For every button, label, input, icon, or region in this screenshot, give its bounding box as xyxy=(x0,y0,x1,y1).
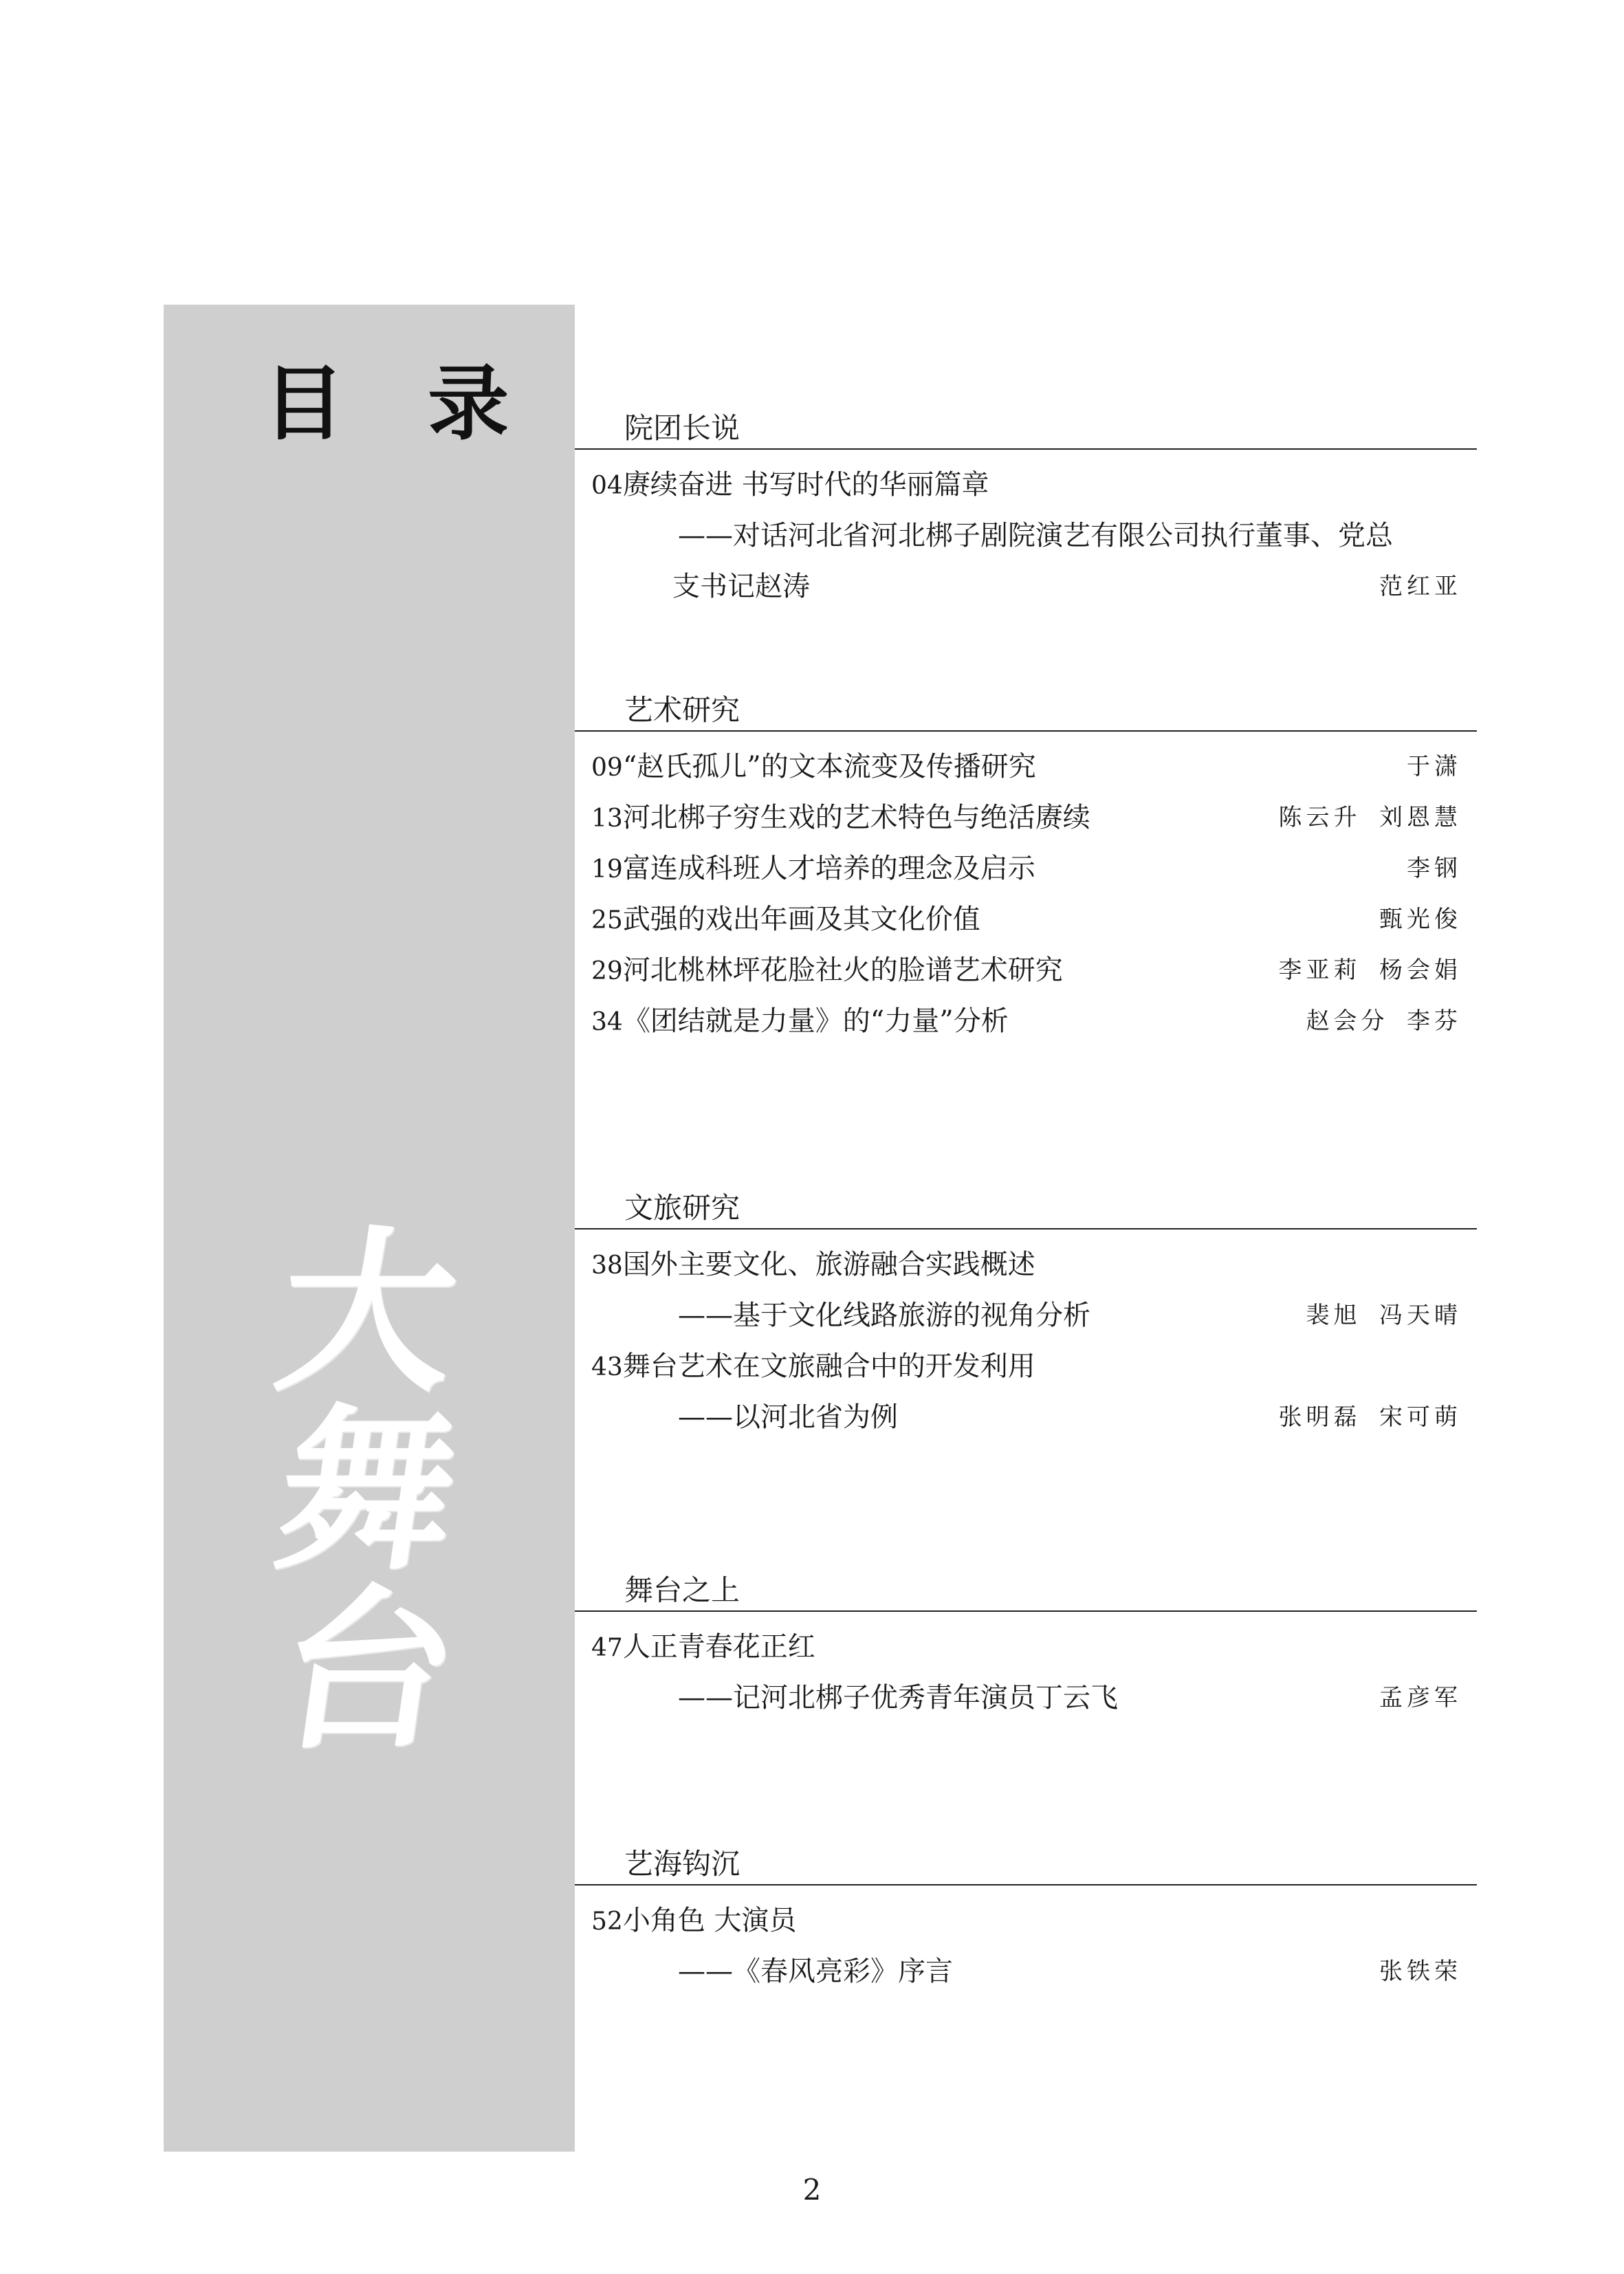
entry-author: 于潇 xyxy=(1407,753,1462,780)
toc-entry[interactable] xyxy=(575,1239,1477,1290)
toc-section-2 xyxy=(575,690,1477,1047)
section-title: 院团长说 xyxy=(575,408,1477,450)
toc-entry-subtitle[interactable] xyxy=(575,1946,1477,1997)
entry-page: 38 xyxy=(591,1251,623,1280)
entry-page: 47 xyxy=(591,1634,623,1662)
entry-title: 支书记赵涛 xyxy=(672,571,810,602)
entry-title: 舞台艺术在文旅融合中的开发利用 xyxy=(622,1351,1035,1382)
entry-author: 裴旭 冯天晴 xyxy=(1306,1302,1462,1329)
toc-entry[interactable] xyxy=(575,945,1477,996)
entry-author: 赵会分 李芬 xyxy=(1306,1007,1462,1035)
entry-title: ——以河北省为例 xyxy=(678,1401,898,1433)
entry-title: 国外主要文化、旅游融合实践概述 xyxy=(622,1249,1035,1280)
toc-entry[interactable] xyxy=(575,1341,1477,1392)
toc-entry-subtitle[interactable] xyxy=(575,1290,1477,1341)
toc-entry[interactable] xyxy=(575,996,1477,1047)
toc-entry[interactable] xyxy=(575,894,1477,945)
entry-title: ——《春风亮彩》序言 xyxy=(678,1956,953,1987)
toc-section-3 xyxy=(575,1188,1477,1443)
entry-author: 甄光俊 xyxy=(1379,906,1462,933)
entry-title: ——基于文化线路旅游的视角分析 xyxy=(678,1300,1090,1331)
toc-entry[interactable] xyxy=(575,843,1477,894)
page-number: 2 xyxy=(802,2173,822,2207)
brand-char-1: 大 xyxy=(265,1210,470,1416)
entry-page: 52 xyxy=(591,1907,623,1936)
entry-title: 河北桃林坪花脸社火的脸谱艺术研究 xyxy=(622,954,1063,986)
toc-entry-subtitle[interactable] xyxy=(575,510,1477,561)
toc-entry[interactable] xyxy=(575,741,1477,792)
entry-author: 张明磊 宋可萌 xyxy=(1278,1403,1462,1431)
entry-title: 河北梆子穷生戏的艺术特色与绝活赓续 xyxy=(622,802,1090,833)
toc-entry[interactable] xyxy=(575,792,1477,843)
entry-page: 04 xyxy=(591,472,623,500)
toc-entry[interactable] xyxy=(575,1895,1477,1946)
brand-char-2: 舞 xyxy=(265,1389,470,1595)
entry-author: 孟彦军 xyxy=(1379,1684,1462,1712)
toc-entry-continuation[interactable] xyxy=(575,561,1477,612)
entry-title: ——对话河北省河北梆子剧院演艺有限公司执行董事、党总 xyxy=(678,520,1393,551)
entry-author: 张铁荣 xyxy=(1379,1958,1462,1985)
toc-section-1 xyxy=(575,408,1477,612)
section-title: 艺海钩沉 xyxy=(575,1844,1477,1885)
toc-heading: 目 录 xyxy=(263,356,537,451)
entry-title: “赵氏孤儿”的文本流变及传播研究 xyxy=(622,751,1036,783)
entry-page: 13 xyxy=(591,805,623,833)
brand-char-3: 台 xyxy=(265,1568,470,1774)
entry-title: 富连成科班人才培养的理念及启示 xyxy=(622,853,1035,884)
section-title: 舞台之上 xyxy=(575,1571,1477,1612)
entry-page: 09 xyxy=(591,754,623,782)
toc-entry[interactable] xyxy=(575,459,1477,510)
toc-section-4 xyxy=(575,1571,1477,1723)
brand-calligraphy xyxy=(265,1210,470,1774)
entry-author: 李钢 xyxy=(1407,855,1462,882)
entry-title: 小角色 大演员 xyxy=(622,1905,797,1936)
entry-title: 赓续奋进 书写时代的华丽篇章 xyxy=(622,469,989,501)
entry-page: 29 xyxy=(591,957,623,985)
toc-entry-subtitle[interactable] xyxy=(575,1672,1477,1723)
toc-entry[interactable] xyxy=(575,1621,1477,1672)
entry-page: 43 xyxy=(591,1353,623,1381)
toc-entry-subtitle[interactable] xyxy=(575,1392,1477,1443)
entry-title: 《团结就是力量》的“力量”分析 xyxy=(622,1005,1009,1037)
entry-author: 李亚莉 杨会娟 xyxy=(1278,956,1462,984)
entry-page: 25 xyxy=(591,906,623,934)
entry-title: 武强的戏出年画及其文化价值 xyxy=(622,904,980,935)
section-title: 文旅研究 xyxy=(575,1188,1477,1229)
entry-author: 陈云升 刘恩慧 xyxy=(1278,804,1462,831)
entry-page: 34 xyxy=(591,1008,623,1036)
entry-author: 范红亚 xyxy=(1379,573,1462,600)
entry-title: 人正青春花正红 xyxy=(622,1631,815,1663)
entry-title: ——记河北梆子优秀青年演员丁云飞 xyxy=(678,1682,1118,1714)
section-title: 艺术研究 xyxy=(575,690,1477,732)
entry-page: 19 xyxy=(591,855,623,884)
toc-section-5 xyxy=(575,1844,1477,1997)
